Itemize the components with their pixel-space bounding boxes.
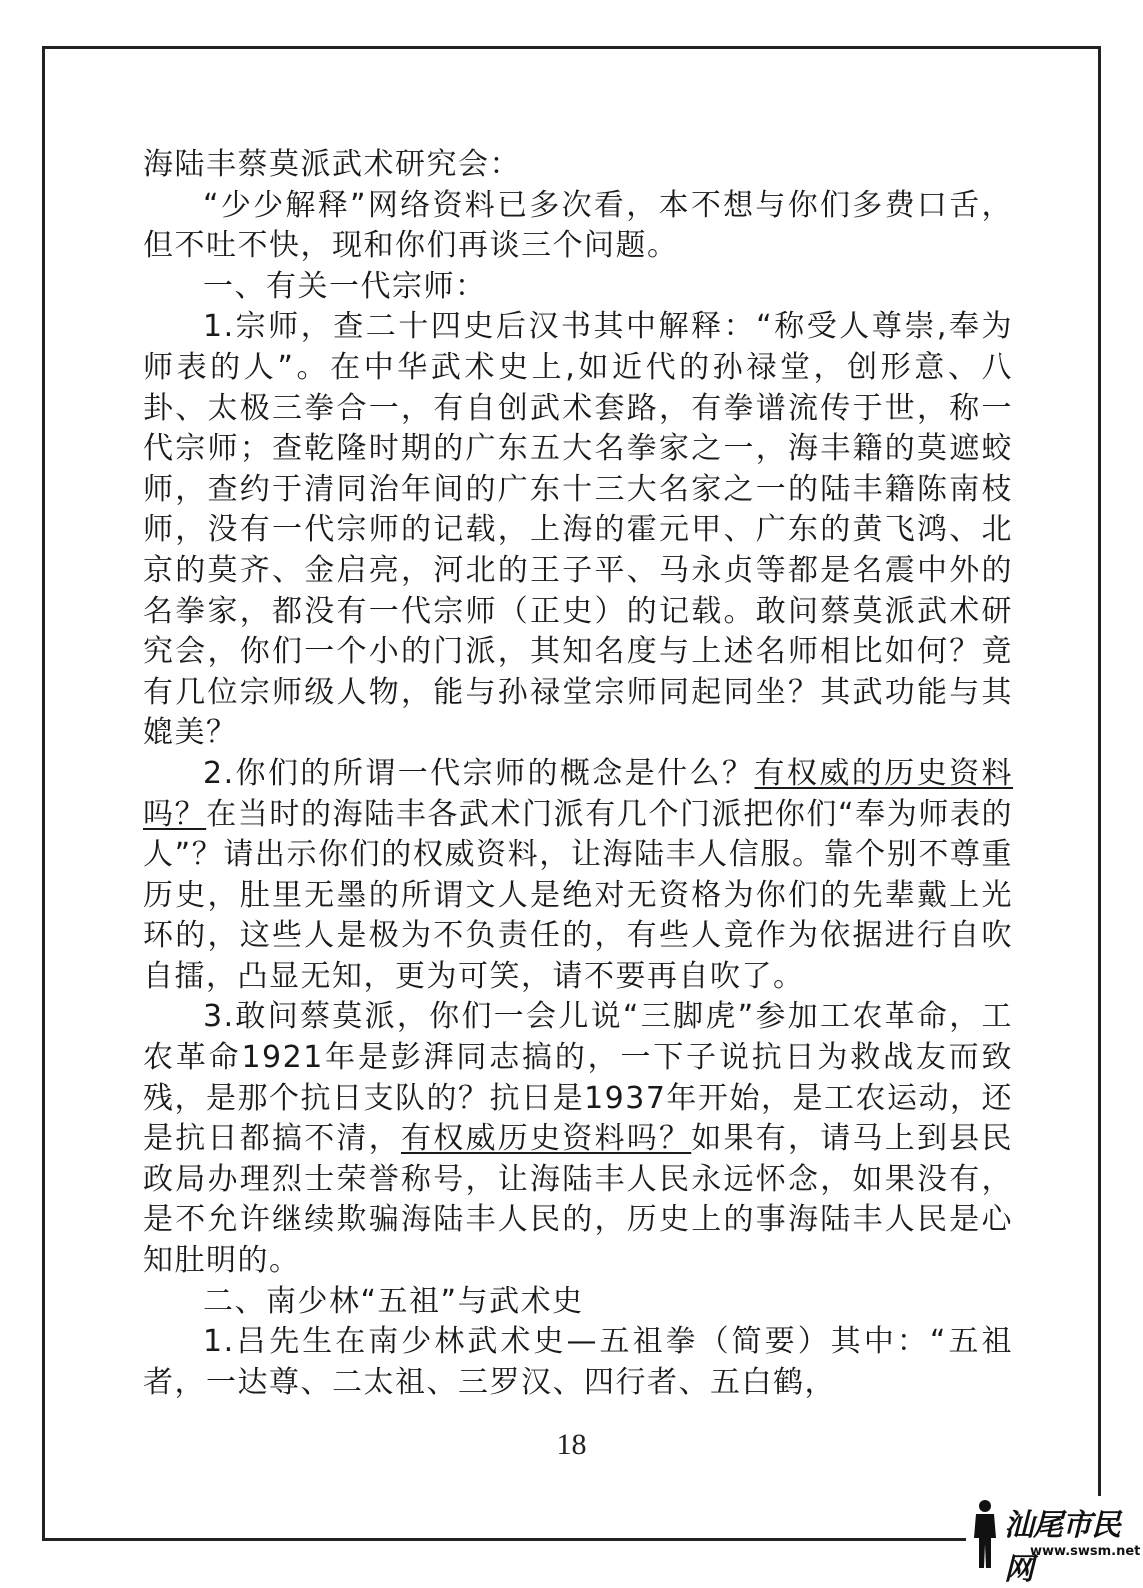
section-1-heading: 一、有关一代宗师： bbox=[203, 268, 487, 304]
paragraph-2-text-b: 在当时的海陆丰各武术门派有几个门派把你们“奉为师表的人”？请出示你们的权威资料，让海陆丰人信服。靠个别不尊重历史，肚里无墨的所谓文人是绝对无资格为你们的先辈戴上光环的，这些人是极为不负责任的，有些人竟作为依据进行自吹自擂，凸显无知，更为可笑，请不要再自吹了。 bbox=[143, 796, 1014, 994]
watermark-url: www.swsm.net bbox=[1030, 1544, 1141, 1559]
intro-paragraph: “少少解释”网络资料已多次看，本不想与你们多费口舌，但不吐不快，现和你们再谈三个问题。 bbox=[143, 187, 1013, 264]
paragraph-3-underlined-question: 有权威历史资料吗？ bbox=[401, 1121, 692, 1157]
addressee-line: 海陆丰蔡莫派武术研究会： bbox=[143, 147, 521, 182]
paragraph-3-text-a: 3.敢问蔡莫派，你们一会儿说“三脚虎”参加工农革命，工农革命1921年是彭湃同志搞的，一下子说抗日为救战友而致残，是那个抗日支队的？抗日是1937年开始，是工农运动，还是抗日都搞不清， bbox=[143, 999, 1013, 1157]
letter-body bbox=[143, 145, 1013, 1403]
paragraph-3 bbox=[143, 997, 1013, 1281]
paragraph-3-text-b: 如果有，请马上到县民政局办理烈士荣誉称号，让海陆丰人民永远怀念，如果没有，是不允许继续欺骗海陆丰人民的，历史上的事海陆丰人民是心知肚明的。 bbox=[143, 1121, 1013, 1279]
paragraph-2 bbox=[143, 754, 1013, 998]
paragraph-2-underlined-question: 有权威的历史资料吗？ bbox=[143, 755, 1014, 832]
paragraph-4: 1.吕先生在南少林武术史—五祖拳（简要）其中：“五祖者，一达尊、二太祖、三罗汉、四行者、五白鹤， bbox=[143, 1324, 1013, 1400]
paragraph-2-text-a: 2.你们的所谓一代宗师的概念是什么？ bbox=[203, 755, 755, 791]
site-watermark bbox=[966, 1496, 1141, 1587]
watermark-title: 汕尾市民网 bbox=[1004, 1508, 1120, 1587]
page-number: 18 bbox=[556, 1428, 587, 1461]
section-2-heading: 二、南少林“五祖”与武术史 bbox=[203, 1283, 584, 1319]
person-silhouette-icon bbox=[970, 1498, 1000, 1570]
paragraph-1: 1.宗师，查二十四史后汉书其中解释：“称受人尊崇,奉为师表的人”。在中华武术史上,如近代的孙禄堂，创形意、八卦、太极三拳合一，有自创武术套路，有拳谱流传于世，称一代宗师；查乾隆时期的广东五大名拳家之一，海丰籍的莫遮蛟师，查约于清同治年间的广东十三大名家之一的陆丰籍陈南枝师，没有一代宗师的记载，上海的霍元甲、广东的黄飞鸿、北京的莫齐、金启亮，河北的王子平、马永贞等都是名震中外的名拳家，都没有一代宗师（正史）的记载。敢问蔡莫派武术研究会，你们一个小的门派，其知名度与上述名师相比如何？竟有几位宗师级人物，能与孙禄堂宗师同起同坐？其武功能与其媲美？ bbox=[143, 309, 1013, 751]
